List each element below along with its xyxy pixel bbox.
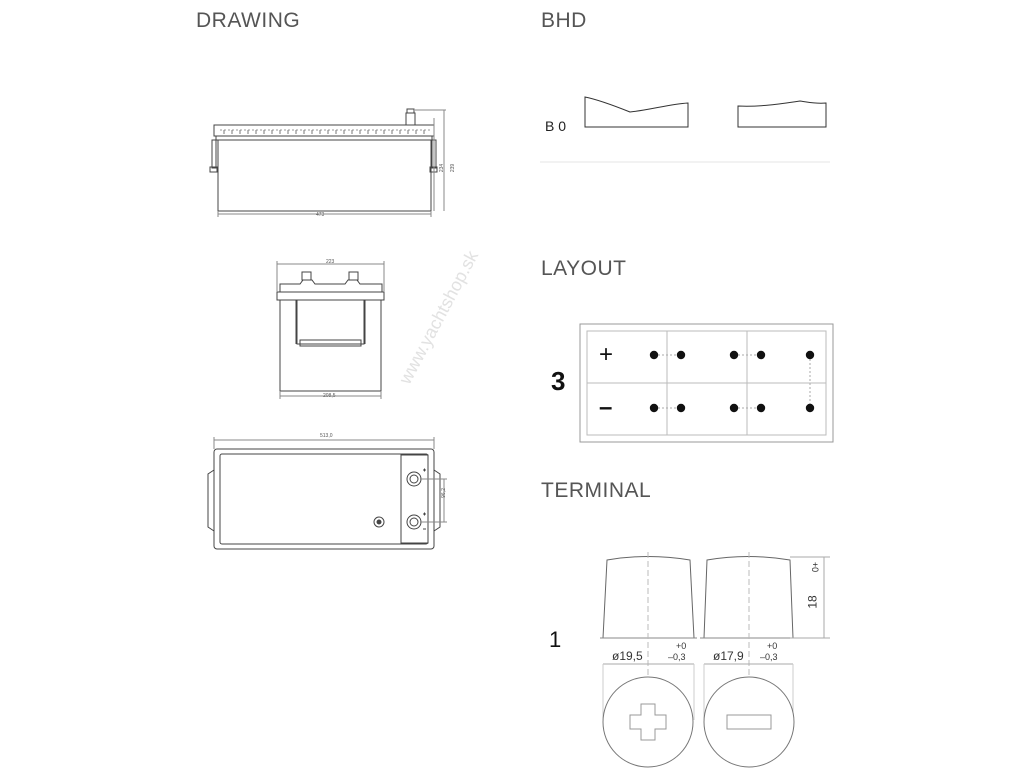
dim-top-offset: 96,2 [440, 488, 447, 498]
terminal-left-tol-lower: –0,3 [668, 652, 686, 662]
terminal-right-diameter: ø17,9 [713, 649, 744, 663]
end-view [277, 261, 384, 399]
dim-side-height-total: 239 [450, 163, 457, 173]
layout-heading: LAYOUT [541, 257, 627, 280]
layout-number: 3 [551, 366, 566, 396]
bhd-code: B 0 [545, 118, 567, 134]
terminal-number: 1 [549, 627, 562, 652]
terminal-left-diameter: ø19,5 [612, 649, 643, 663]
side-view [210, 109, 446, 217]
dim-side-length: 473 [316, 212, 325, 218]
watermark-text: www.yachtshop.sk [395, 247, 483, 388]
terminal-right-tol-upper: +0 [767, 641, 778, 651]
terminal-heading: TERMINAL [541, 479, 652, 502]
layout-diagram [580, 324, 833, 442]
bhd-heading: BHD [541, 9, 587, 32]
top-view [208, 437, 447, 549]
terminal-height-tol: +0 [810, 561, 821, 573]
terminal-height: 18 [805, 595, 820, 609]
drawing-heading: DRAWING [196, 9, 301, 32]
dim-top-length: 513,0 [320, 433, 333, 439]
terminal-left-tol-upper: +0 [676, 641, 687, 651]
dim-side-height-inner: 234 [439, 163, 446, 173]
terminal-right-tol-lower: –0,3 [760, 652, 778, 662]
dim-end-width-bottom: 208,5 [323, 393, 336, 399]
layout-plus-sign: + [599, 341, 614, 368]
layout-minus-sign: – [599, 394, 613, 421]
terminal-drawing [600, 552, 830, 767]
dim-end-width-top: 223 [326, 259, 335, 265]
bhd-profile [540, 97, 830, 162]
